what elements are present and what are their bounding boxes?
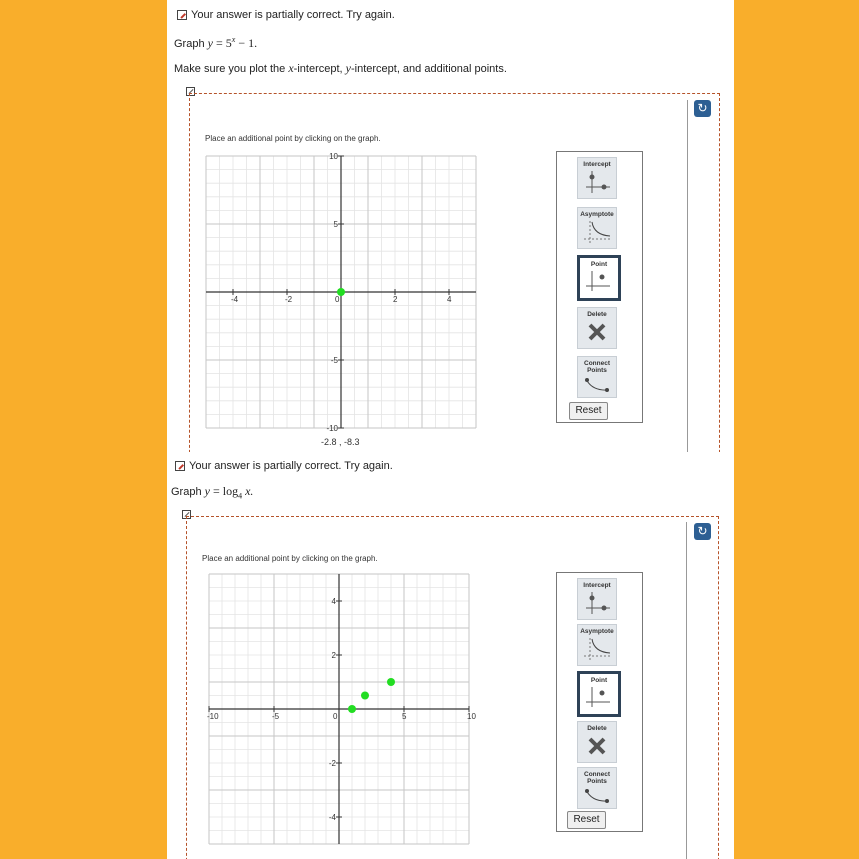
x-tick-label: 2 [393,295,398,304]
refresh-icon[interactable]: ↻ [694,523,711,540]
connect-label-1: Connect [584,360,610,367]
tool-label: Asymptote [580,211,614,218]
eq-y: y [207,36,213,50]
edit-icon [177,10,187,20]
tool-label: Delete [587,311,607,318]
divider [686,522,687,859]
tool-label: Intercept [583,582,611,589]
y-tick-label: 2 [331,651,336,660]
tool-label: Intercept [583,161,611,168]
plotted-point[interactable] [361,692,369,700]
coordinate-readout: -2.8 , -8.3 [321,437,360,447]
y-tick-label: 5 [333,220,338,229]
y-tick-label: -5 [330,356,338,365]
instr-x: x [288,61,294,75]
eq-y: y [204,484,210,498]
plotted-point[interactable] [337,288,345,296]
plotted-point[interactable] [348,705,356,713]
question-panel-2 [167,452,734,859]
tool-point[interactable] [577,255,621,301]
instr-mid1: -intercept, [293,63,346,75]
graph-word: Graph [174,38,205,50]
asymptote-icon [582,636,612,662]
equation [204,484,254,501]
eq-tail: − 1. [238,36,258,50]
instr-y: y [345,61,351,75]
delete-icon [582,319,612,345]
x-tick-label: 0 [333,712,338,721]
graph-word: Graph [171,486,202,498]
graph-toolbar [556,151,643,423]
x-tick-label: 4 [447,295,452,304]
question-prompt [171,484,253,500]
eq-log-base: 4 [238,491,243,501]
instr-mid2: -intercept, and additional points. [350,63,507,75]
reset-button[interactable]: Reset [567,811,606,829]
divider [687,100,688,452]
tool-connect-points[interactable] [577,356,617,398]
x-tick-label: -4 [231,295,239,304]
eq-var: x. [245,484,254,498]
connect-points-icon [582,786,612,806]
y-tick-label: 4 [331,597,336,606]
plotted-point[interactable] [387,678,395,686]
eq-base: 5 [225,36,232,50]
x-tick-label: 5 [402,712,407,721]
status-text: Your answer is partially correct. Try again. [189,460,393,472]
graph-toolbar [556,572,643,832]
tool-delete[interactable] [577,721,617,763]
equation [208,36,257,50]
y-tick-label: -10 [326,424,338,433]
asymptote-icon [582,219,612,245]
graph-area[interactable] [207,574,476,844]
instr-pre: Make sure you plot the [174,63,289,75]
point-icon [584,685,614,711]
graph-instruction: Place an additional point by clicking on the graph. [202,554,378,563]
y-tick-label: 10 [329,152,338,161]
eq-log: log [222,484,239,498]
intercept-icon [582,590,612,616]
status-message [177,9,395,21]
eq-equals: = [215,36,223,50]
tool-label [578,360,616,374]
tool-delete[interactable] [577,307,617,349]
x-tick-label: 0 [335,295,340,304]
x-tick-label: 10 [467,712,476,721]
delete-icon [582,733,612,759]
question-prompt [174,35,257,51]
reset-button[interactable]: Reset [569,402,608,420]
connect-label-1: Connect [584,771,610,778]
tool-asymptote[interactable] [577,207,617,249]
connect-label-2: Points [587,367,607,374]
eq-equals: = [212,484,220,498]
intercept-icon [582,169,612,195]
question-panel-1 [167,0,734,452]
tool-asymptote[interactable] [577,624,617,666]
connect-label-2: Points [587,778,607,785]
y-tick-label: -4 [328,813,336,822]
graph-area[interactable] [206,152,476,433]
tool-label: Delete [587,725,607,732]
tool-connect-points[interactable] [577,767,617,809]
point-icon [584,269,614,295]
tool-point[interactable] [577,671,621,717]
x-tick-label: -2 [285,295,293,304]
connect-points-icon [582,375,612,395]
status-message [175,460,393,472]
eq-exponent: x [231,35,236,44]
x-tick-label: -10 [207,712,219,721]
tool-label: Point [590,261,608,268]
tool-label: Point [590,677,608,684]
tool-label: Asymptote [580,628,614,635]
tool-intercept[interactable] [577,578,617,620]
edit-icon [175,461,185,471]
tool-label [578,771,616,785]
refresh-icon[interactable]: ↻ [694,100,711,117]
y-tick-label: -2 [328,759,336,768]
tool-intercept[interactable] [577,157,617,199]
x-tick-label: -5 [272,712,280,721]
graph-instruction: Place an additional point by clicking on the graph. [205,134,381,143]
status-text: Your answer is partially correct. Try again. [191,9,395,21]
instruction-line [174,61,507,76]
